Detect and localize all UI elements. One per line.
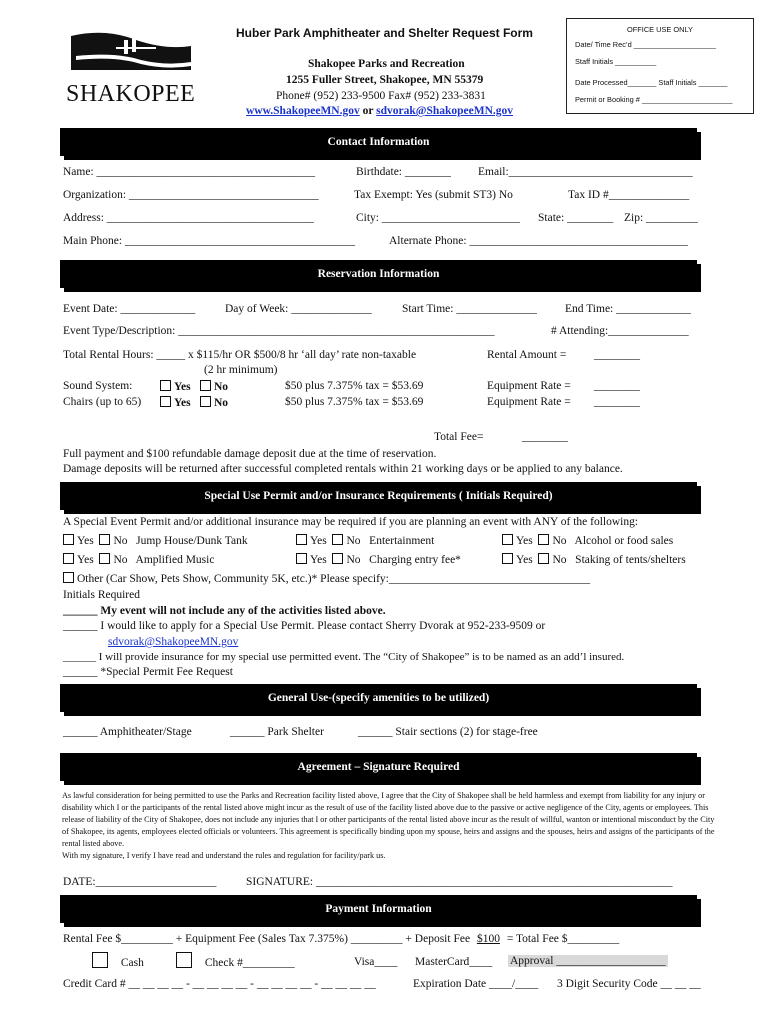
chairs-no-option[interactable]: No xyxy=(200,396,228,409)
other-label: Other (Car Show, Pets Show, Community 5K, etc.)* Please specify:___________________________________ xyxy=(77,573,591,585)
entertainment-label: Entertainment xyxy=(369,535,435,547)
office-use-box xyxy=(566,18,754,114)
checkbox-icon[interactable] xyxy=(538,534,549,545)
staking-label: Staking of tents/shelters xyxy=(575,554,686,566)
checkbox-icon[interactable] xyxy=(200,396,211,407)
organization-field[interactable]: Organization: _________________________________ xyxy=(63,189,319,201)
total-fee-label: Total Fee= xyxy=(434,431,484,443)
org-address: 1255 Fuller Street, Shakopee, MN 55379 xyxy=(286,74,484,86)
total-fee-blank[interactable]: ________ xyxy=(522,431,568,443)
cash-option[interactable] xyxy=(92,952,144,971)
amphitheater-field[interactable]: ______ Amphitheater/Stage xyxy=(63,726,192,738)
approval-field[interactable]: Approval ___________________ xyxy=(510,955,666,967)
logo-graphic xyxy=(66,26,196,78)
or-text: or xyxy=(362,105,374,117)
city-logo xyxy=(66,26,196,106)
agreement-text-2: With my signature, I verify I have read and understand the rules and regulation for facility/park us. xyxy=(62,851,386,860)
chairs-price: $50 plus 7.375% tax = $53.69 xyxy=(285,396,424,408)
office-permit: Permit or Booking # ______________________ xyxy=(575,95,733,104)
initials-required: Initials Required xyxy=(63,589,140,601)
agreement-text: As lawful consideration for being permitted to use the Parks and Recreation facility listed above, I agree that the City of Shakopee shall be held harmless and exempt from liability for any injury or disability which I or the participants of the rental listed above might incur as the result of use of the facility listed above due to the passive or active negligence of the City, agents or employees. This release of liability of the City of Shakopee, does not include any injuries that I or other participants of the rental listed above incur as the result of willful, wanton or intentional misconduct by the City of Shakopee, its agents, employees elected officials or volunteers. This agreement is specifically binding upon my spouse, heirs and assigns and the spouses, heirs and assigns of the participants of the rental listed above. xyxy=(62,791,715,848)
checkbox-icon[interactable] xyxy=(502,553,513,564)
deposit-amount: $100 xyxy=(476,933,500,945)
mastercard-field[interactable]: MasterCard____ xyxy=(415,956,493,968)
event-type-field[interactable]: Event Type/Description: _______________________________________________________ xyxy=(63,325,495,337)
tax-id-field[interactable]: Tax ID #______________ xyxy=(568,189,690,201)
checkbox-icon[interactable] xyxy=(296,553,307,564)
zip-field[interactable]: Zip: _________ xyxy=(624,212,698,224)
city-field[interactable]: City: ________________________ xyxy=(356,212,520,224)
attending-field[interactable]: # Attending:______________ xyxy=(551,325,689,337)
min-hours-note: (2 hr minimum) xyxy=(204,364,278,376)
logo-text: SHAKOPEE xyxy=(66,81,196,107)
contact-heading: Contact Information xyxy=(60,128,697,156)
special-row-1c: Yes No Alcohol or food sales xyxy=(502,534,673,547)
website-link[interactable]: www.ShakopeeMN.gov xyxy=(246,105,360,117)
address-field[interactable]: Address: ____________________________________ xyxy=(63,212,314,224)
org-links xyxy=(246,105,513,117)
special-row-2c: Yes No Staking of tents/shelters xyxy=(502,553,686,566)
checkbox-icon[interactable] xyxy=(99,553,110,564)
office-date-recd: Date/ Time Rec’d ____________________ xyxy=(575,40,716,49)
deposit-note: Damage deposits will be returned after successful completed rentals within 21 working days or be applied to any balance. xyxy=(63,463,623,475)
name-field[interactable]: Name: ______________________________________ xyxy=(63,166,316,178)
checkbox-icon[interactable] xyxy=(502,534,513,545)
initials-2[interactable]: ______ I would like to apply for a Special Use Permit. Please contact Sherry Dvorak at 952-233-9509 or xyxy=(63,620,546,632)
initials-4[interactable]: ______ *Special Permit Fee Request xyxy=(63,666,233,678)
checkbox-icon[interactable] xyxy=(200,380,211,391)
office-title: OFFICE USE ONLY xyxy=(627,25,693,34)
checkbox-icon[interactable] xyxy=(538,553,549,564)
day-of-week-field[interactable]: Day of Week: ______________ xyxy=(225,303,372,315)
special-row-1: Yes No Jump House/Dunk Tank xyxy=(63,534,248,547)
equip-rate-label-2: Equipment Rate = xyxy=(487,396,571,408)
email-link[interactable]: sdvorak@ShakopeeMN.gov xyxy=(376,105,514,117)
equip-rate-blank-2[interactable]: ________ xyxy=(594,396,640,408)
charging-fee-label: Charging entry fee* xyxy=(369,554,461,566)
expiration-field[interactable]: Expiration Date ____/____ xyxy=(413,978,539,990)
form-title: Huber Park Amphitheater and Shelter Request Form xyxy=(236,26,533,40)
special-row-1b: Yes No Entertainment xyxy=(296,534,434,547)
credit-card-field[interactable]: Credit Card # __ __ __ __ - __ __ __ __ - __ __ __ __ - __ __ __ __ xyxy=(63,978,376,990)
state-field[interactable]: State: ________ xyxy=(538,212,614,224)
jump-house-label: Jump House/Dunk Tank xyxy=(136,535,248,547)
office-date-processed: Date Processed_______ Staff Initials _______ xyxy=(575,78,728,87)
birthdate-field[interactable]: Birthdate: ________ xyxy=(356,166,451,178)
tax-exempt-field[interactable]: Tax Exempt: Yes (submit ST3) No xyxy=(354,189,513,201)
agreement-text-block xyxy=(62,790,722,862)
alt-phone-field[interactable]: Alternate Phone: ______________________________________ xyxy=(389,235,688,247)
initials-2-email-link[interactable]: sdvorak@ShakopeeMN.gov xyxy=(108,636,239,648)
checkbox-icon[interactable] xyxy=(92,952,108,968)
security-code-field[interactable]: 3 Digit Security Code __ __ __ xyxy=(557,978,701,990)
checkbox-icon[interactable] xyxy=(332,534,343,545)
special-intro: A Special Event Permit and/or additional insurance may be required if you are planning an event with ANY of the following: xyxy=(63,516,639,528)
other-row[interactable] xyxy=(63,572,590,585)
end-time-field[interactable]: End Time: _____________ xyxy=(565,303,691,315)
special-row-2: Yes No Amplified Music xyxy=(63,553,214,566)
payment-note: Full payment and $100 refundable damage deposit due at the time of reservation. xyxy=(63,448,437,460)
rental-hours-field[interactable]: Total Rental Hours: _____ x $115/hr OR $500/8 hr ‘all day’ rate non-taxable xyxy=(63,349,417,361)
equip-rate-label: Equipment Rate = xyxy=(487,380,571,392)
signature-field[interactable]: SIGNATURE: ______________________________________________________________ xyxy=(246,876,673,888)
park-shelter-field[interactable]: ______ Park Shelter xyxy=(230,726,324,738)
checkbox-icon[interactable] xyxy=(176,952,192,968)
email-field[interactable]: Email:________________________________ xyxy=(478,166,693,178)
checkbox-icon[interactable] xyxy=(63,534,74,545)
checkbox-icon[interactable] xyxy=(160,380,171,391)
org-phone-fax: Phone# (952) 233-9500 Fax# (952) 233-3831 xyxy=(276,90,486,102)
cash-label: Cash xyxy=(120,957,144,969)
checkbox-icon[interactable] xyxy=(99,534,110,545)
amplified-music-label: Amplified Music xyxy=(135,554,215,566)
rental-fee-field[interactable]: Rental Fee $_________ + Equipment Fee (Sales Tax 7.375%) _________ + Deposit Fee xyxy=(63,933,471,945)
chairs-yes-option[interactable]: Yes xyxy=(160,396,191,409)
special-row-2b: Yes No Charging entry fee* xyxy=(296,553,461,566)
agreement-heading: Agreement – Signature Required xyxy=(60,753,697,781)
checkbox-icon[interactable] xyxy=(332,553,343,564)
special-use-heading: Special Use Permit and/or Insurance Requirements ( Initials Required) xyxy=(60,482,697,510)
check-label: Check #_________ xyxy=(204,957,295,969)
checkbox-icon[interactable] xyxy=(63,553,74,564)
payment-heading: Payment Information xyxy=(60,895,697,923)
general-use-heading: General Use-(specify amenities to be utilized) xyxy=(60,684,697,712)
rental-amount-blank[interactable]: ________ xyxy=(594,349,640,361)
visa-field[interactable]: Visa____ xyxy=(354,956,398,968)
office-staff-initials: Staff Initials __________ xyxy=(575,57,657,66)
main-phone-field[interactable]: Main Phone: ________________________________________ xyxy=(63,235,355,247)
rental-amount-label: Rental Amount = xyxy=(487,349,567,361)
rental-fee-row xyxy=(63,933,619,945)
org-name: Shakopee Parks and Recreation xyxy=(308,58,465,70)
equip-rate-blank-1[interactable]: ________ xyxy=(594,380,640,392)
total-fee-field[interactable]: = Total Fee $_________ xyxy=(506,933,620,945)
stair-sections-field[interactable]: ______ Stair sections (2) for stage-free xyxy=(358,726,538,738)
start-time-field[interactable]: Start Time: ______________ xyxy=(402,303,537,315)
sound-yes-option[interactable]: Yes xyxy=(160,380,191,393)
event-date-field[interactable]: Event Date: _____________ xyxy=(63,303,196,315)
checkbox-icon[interactable] xyxy=(63,572,74,583)
sound-no-option[interactable]: No xyxy=(200,380,228,393)
chairs-label: Chairs (up to 65) xyxy=(63,396,142,408)
checkbox-icon[interactable] xyxy=(160,396,171,407)
alcohol-label: Alcohol or food sales xyxy=(574,535,674,547)
sound-system-label: Sound System: xyxy=(63,380,133,392)
initials-3[interactable]: ______ I will provide insurance for my special use permitted event. The “City of Shakopee” is to be named as an add’l insured. xyxy=(63,651,625,663)
date-field[interactable]: DATE:_____________________ xyxy=(63,876,217,888)
sound-price: $50 plus 7.375% tax = $53.69 xyxy=(285,380,424,392)
checkbox-icon[interactable] xyxy=(296,534,307,545)
check-option[interactable] xyxy=(176,952,295,971)
initials-1[interactable]: ______ My event will not include any of the activities listed above. xyxy=(63,605,386,617)
reservation-heading: Reservation Information xyxy=(60,260,697,288)
